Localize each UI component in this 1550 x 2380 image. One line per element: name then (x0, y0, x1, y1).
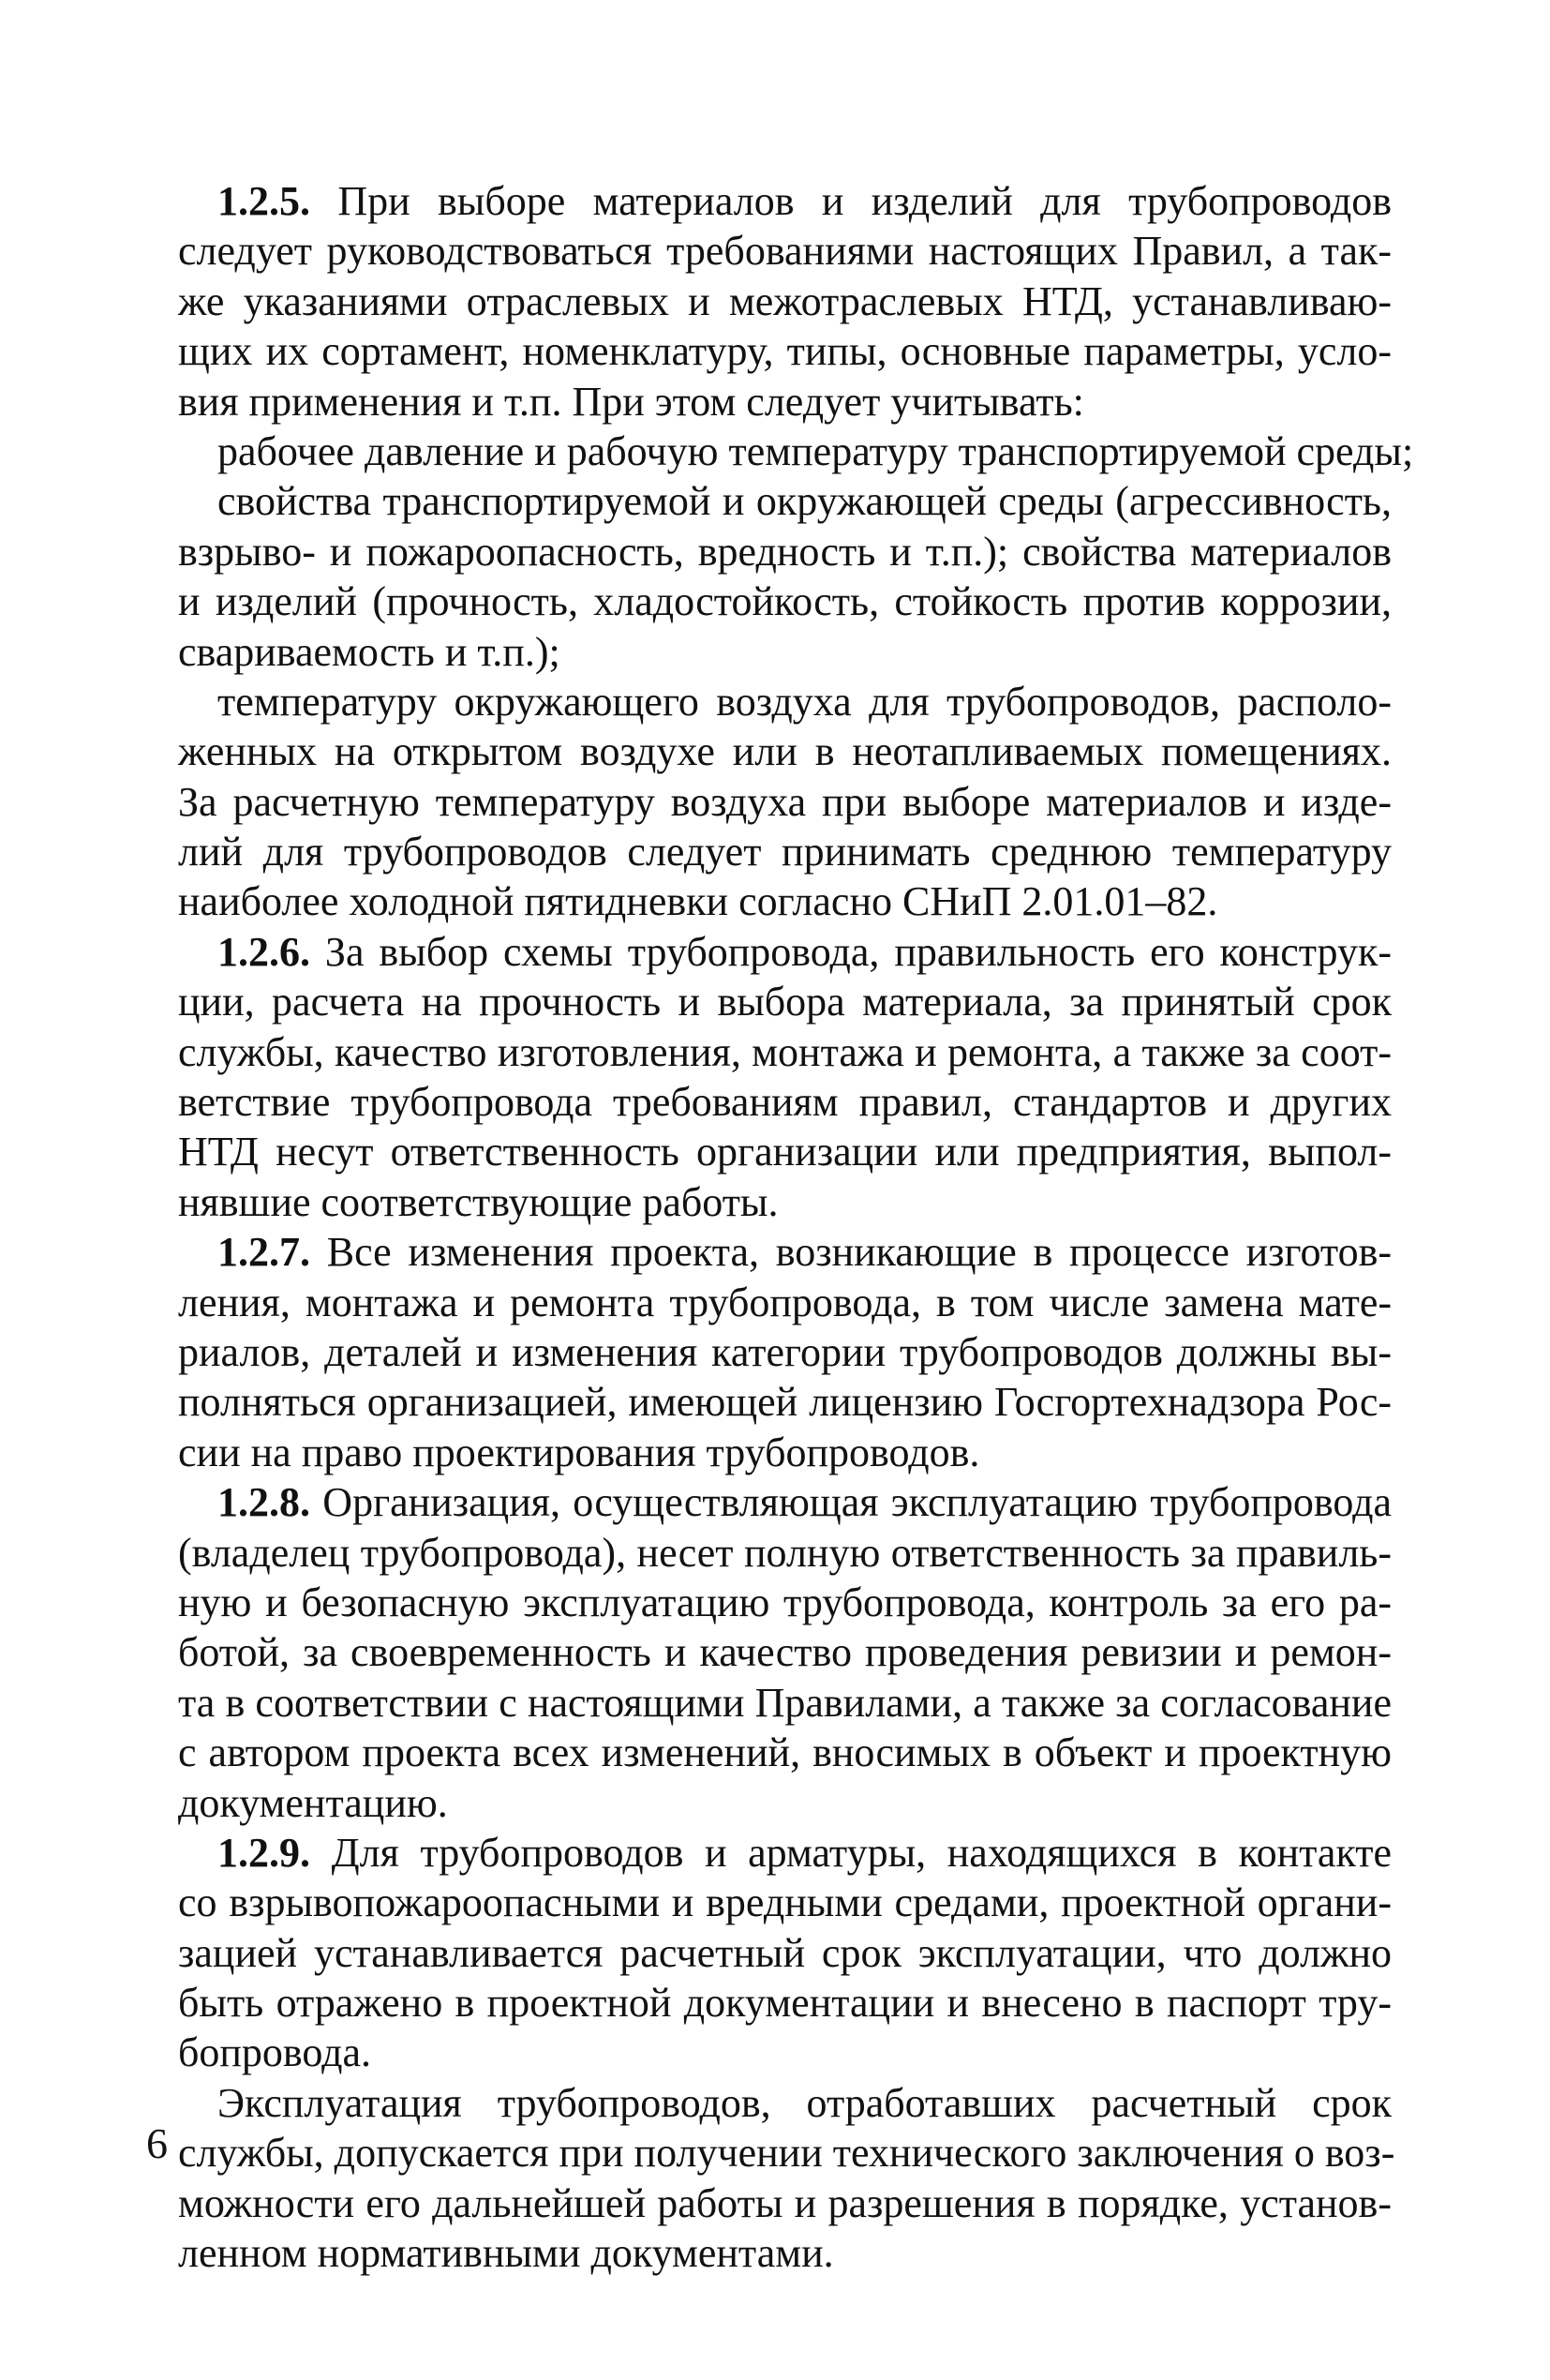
text-line (178, 1327, 1392, 1377)
text-line (178, 1477, 1392, 1527)
text-line (178, 527, 1392, 576)
line-text: взрыво- и пожароопасность, вредность и т.п.); свойства материалов (178, 528, 1392, 575)
line-text: ленном нормативными документами. (178, 2230, 834, 2277)
line-text: документацию. (178, 1779, 448, 1826)
line-text: быть отражено в проектной документации и внесено в паспорт тру- (178, 1980, 1392, 2027)
text-line (178, 827, 1392, 876)
text-line (178, 726, 1392, 776)
line-text: (владелец трубопровода), несет полную ответственность за правиль- (178, 1529, 1392, 1576)
line-text: свойства транспортируемой и окружающей среды (агрессивность, (217, 478, 1392, 525)
line-text: женных на открытом воздухе или в неотапливаемых помещениях. (178, 728, 1392, 775)
text-line (178, 1077, 1392, 1127)
line-text: вия применения и т.п. При этом следует учитывать: (178, 378, 1084, 425)
text-line (178, 2178, 1392, 2228)
line-text: ную и безопасную эксплуатацию трубопровода, контроль за его ра- (178, 1579, 1392, 1625)
text-line (178, 1878, 1392, 1927)
line-text: свариваемость и т.п.); (178, 628, 560, 675)
text-line (178, 1828, 1392, 1878)
text-line (178, 1027, 1392, 1077)
line-text: же указаниями отраслевых и межотраслевых НТД, устанавливаю- (178, 277, 1392, 324)
text-line (178, 176, 1392, 226)
line-text: температуру окружающего воздуха для трубопроводов, располо- (217, 678, 1392, 725)
text-line (178, 576, 1392, 626)
text-line (178, 627, 1392, 677)
line-text: следует руководствоваться требованиями настоящих Правил, а так- (178, 228, 1392, 275)
line-text: рабочее давление и рабочую температуру транспортируемой среды; (217, 427, 1414, 474)
line-text: наиболее холодной пятидневки согласно СНиП 2.01.01–82. (178, 878, 1218, 925)
text-line (178, 2028, 1392, 2077)
line-text: можности его дальнейшей работы и разрешения в порядке, установ- (178, 2179, 1392, 2226)
text-line (178, 1227, 1392, 1277)
section-number: 1.2.6. (217, 928, 310, 975)
text-line (178, 1127, 1392, 1176)
line-text: с автором проекта всех изменений, вносимых в объект и проектную (178, 1729, 1392, 1776)
line-text: Организация, осуществляющая эксплуатацию трубопровода (310, 1479, 1392, 1526)
text-line (178, 2128, 1395, 2178)
text-line (178, 1278, 1392, 1327)
text-line (178, 1778, 1392, 1828)
line-text: Все изменения проекта, возникающие в процессе изготов- (310, 1229, 1392, 1276)
line-text: За выбор схемы трубопровода, правильность его конструк- (310, 928, 1392, 975)
line-text: При выборе материалов и изделий для трубопроводов (310, 178, 1392, 224)
body-text (178, 176, 1414, 2278)
line-text: риалов, деталей и изменения категории трубопроводов должны вы- (178, 1328, 1392, 1375)
line-text: и изделий (прочность, хладостойкость, стойкость против коррозии, (178, 578, 1392, 625)
line-text: бопровода. (178, 2029, 372, 2076)
line-text: Для трубопроводов и арматуры, находящихся в контакте (310, 1829, 1392, 1876)
text-line (178, 1928, 1392, 1978)
text-line (178, 427, 1414, 476)
text-line (178, 977, 1392, 1026)
line-text: со взрывопожароопасными и вредными средами, проектной органи- (178, 1879, 1392, 1926)
line-text: Эксплуатация трубопроводов, отработавших расчетный срок (217, 2079, 1392, 2126)
text-line (178, 1578, 1392, 1627)
line-text: нявшие соответствующие работы. (178, 1178, 779, 1225)
line-text: зацией устанавливается расчетный срок эксплуатации, что должно (178, 1929, 1392, 1976)
line-text: службы, качество изготовления, монтажа и ремонта, а также за соот- (178, 1028, 1392, 1075)
text-line (178, 1627, 1392, 1677)
section-number: 1.2.7. (217, 1229, 310, 1276)
text-line (178, 1528, 1392, 1578)
text-line (178, 1678, 1392, 1728)
line-text: службы, допускается при получении технического заключения о воз- (178, 2130, 1395, 2177)
text-line (178, 277, 1392, 326)
text-line (178, 876, 1392, 926)
text-line (178, 326, 1392, 376)
text-line (178, 927, 1392, 977)
text-line (178, 2078, 1392, 2128)
line-text: щих их сортамент, номенклатуру, типы, основные параметры, усло- (178, 328, 1392, 375)
line-text: ботой, за своевременность и качество проведения ревизии и ремон- (178, 1629, 1392, 1676)
text-line (178, 677, 1392, 726)
line-text: НТД несут ответственность организации или предприятия, выпол- (178, 1129, 1392, 1175)
text-line (178, 777, 1392, 827)
line-text: сии на право проектирования трубопроводов. (178, 1429, 980, 1475)
text-line (178, 2228, 1392, 2278)
text-line (178, 377, 1392, 427)
text-line (178, 1377, 1392, 1427)
line-text: полняться организацией, имеющей лицензию Госгортехнадзора Рос- (178, 1379, 1392, 1426)
section-number: 1.2.9. (217, 1829, 310, 1876)
text-line (178, 226, 1392, 276)
line-text: та в соответствии с настоящими Правилами, а также за согласование (178, 1679, 1392, 1726)
text-line (178, 1728, 1392, 1777)
line-text: ления, монтажа и ремонта трубопровода, в том числе замена мате- (178, 1279, 1392, 1325)
text-line (178, 1428, 1392, 1477)
text-line (178, 1978, 1392, 2028)
page-number: 6 (146, 2119, 168, 2167)
line-text: лий для трубопроводов следует принимать среднюю температуру (178, 829, 1392, 876)
section-number: 1.2.5. (217, 178, 310, 224)
line-text: За расчетную температуру воздуха при выборе материалов и изде- (178, 778, 1392, 825)
text-line (178, 476, 1392, 526)
line-text: ветствие трубопровода требованиям правил, стандартов и других (178, 1079, 1392, 1126)
section-number: 1.2.8. (217, 1479, 310, 1526)
line-text: ции, расчета на прочность и выбора материала, за принятый срок (178, 979, 1392, 1025)
text-line (178, 1177, 1392, 1227)
